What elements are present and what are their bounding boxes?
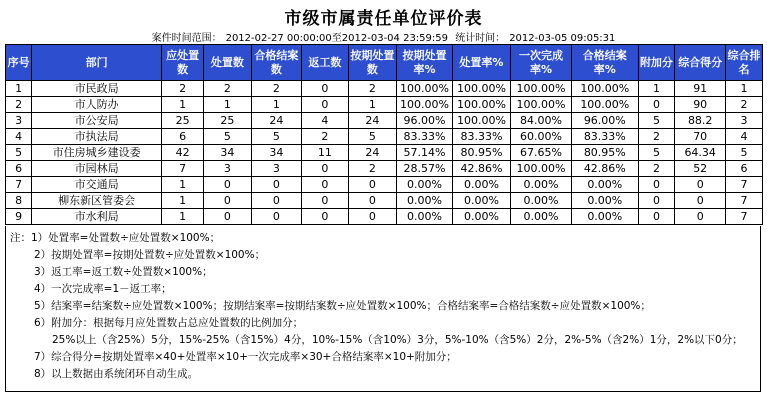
table-cell: 2 [204, 81, 251, 97]
table-cell: 0 [204, 177, 251, 193]
table-cell: 0 [302, 209, 348, 225]
table-cell: 9 [6, 209, 32, 225]
table-cell: 0 [204, 193, 251, 209]
table-cell: 0.00% [452, 177, 510, 193]
table-cell: 7 [725, 177, 762, 193]
table-cell: 34 [204, 145, 251, 161]
table-cell: 0.00% [510, 177, 571, 193]
table-cell: 0 [675, 193, 726, 209]
col-header: 综合得分 [675, 45, 726, 81]
table-row [6, 81, 763, 97]
dept-cell: 市人防办 [32, 97, 162, 113]
table-cell: 5 [638, 113, 675, 129]
table-cell: 4 [725, 129, 762, 145]
table-cell: 83.33% [452, 129, 510, 145]
dept-cell: 市交通局 [32, 177, 162, 193]
stat-label: 统计时间： [455, 33, 506, 44]
col-header: 部门 [32, 45, 162, 81]
table-cell: 34 [251, 145, 302, 161]
table-cell: 7 [162, 161, 204, 177]
table-cell: 2 [725, 97, 762, 113]
table-cell: 2 [251, 81, 302, 97]
note-1: 1）处置率=处置数÷应处置数×100%； [31, 232, 221, 244]
table-cell: 25 [162, 113, 204, 129]
table-cell: 52 [675, 161, 726, 177]
table-cell: 42.86% [452, 161, 510, 177]
table-cell: 100.00% [510, 97, 571, 113]
table-row [6, 193, 763, 209]
table-cell: 5 [348, 129, 396, 145]
dept-cell: 市民政局 [32, 81, 162, 97]
col-header: 处置数 [204, 45, 251, 81]
table-row [6, 145, 763, 161]
notes-prefix: 注： [10, 232, 31, 244]
table-cell: 64.34 [675, 145, 726, 161]
table-cell: 6 [162, 129, 204, 145]
table-cell: 11 [302, 145, 348, 161]
report-meta [0, 29, 767, 44]
table-cell: 0.00% [452, 193, 510, 209]
table-cell: 100.00% [510, 81, 571, 97]
table-cell: 83.33% [397, 129, 453, 145]
table-cell: 0 [675, 177, 726, 193]
table-body [6, 81, 763, 225]
table-cell: 91 [675, 81, 726, 97]
table-header-row [6, 45, 763, 81]
table-cell: 1 [6, 81, 32, 97]
note-7: 7）综合得分=按期处置率×40+处置率×10+一次完成率×30+合格结案率×10+附加分； [34, 351, 457, 363]
evaluation-table [5, 44, 763, 225]
table-row [6, 177, 763, 193]
col-header: 按期处置数 [348, 45, 396, 81]
table-cell: 7 [6, 177, 32, 193]
dept-cell: 市公安局 [32, 113, 162, 129]
note-8: 8）以上数据由系统闭环自动生成。 [34, 368, 199, 380]
note-3: 3）返工率=返工数÷处置数×100%； [34, 266, 213, 278]
table-row [6, 97, 763, 113]
table-cell: 7 [725, 193, 762, 209]
table-cell: 0 [302, 81, 348, 97]
table-cell: 2 [162, 81, 204, 97]
table-cell: 25 [204, 113, 251, 129]
dept-cell: 市住房城乡建设委 [32, 145, 162, 161]
table-cell: 7 [725, 209, 762, 225]
col-header: 综合排名 [725, 45, 762, 81]
table-cell: 0.00% [397, 193, 453, 209]
table-cell: 0.00% [572, 209, 638, 225]
note-line [10, 230, 760, 247]
table-cell: 5 [638, 145, 675, 161]
dept-cell: 市园林局 [32, 161, 162, 177]
table-cell: 67.65% [510, 145, 571, 161]
table-cell: 0 [638, 177, 675, 193]
table-cell: 80.95% [572, 145, 638, 161]
table-cell: 0 [251, 177, 302, 193]
table-cell: 1 [162, 193, 204, 209]
col-header: 附加分 [638, 45, 675, 81]
table-cell: 24 [348, 145, 396, 161]
table-cell: 24 [348, 113, 396, 129]
table-cell: 80.95% [452, 145, 510, 161]
table-cell: 0 [675, 209, 726, 225]
table-cell: 2 [6, 97, 32, 113]
range-label: 案件时间范围： [151, 33, 222, 44]
col-header: 序号 [6, 45, 32, 81]
table-cell: 0 [302, 177, 348, 193]
table-cell: 6 [6, 161, 32, 177]
table-cell: 0 [348, 209, 396, 225]
table-cell: 3 [6, 113, 32, 129]
table-cell: 3 [251, 161, 302, 177]
table-cell: 6 [725, 161, 762, 177]
table-cell: 3 [725, 113, 762, 129]
table-cell: 0.00% [397, 177, 453, 193]
table-cell: 0 [638, 209, 675, 225]
report-title: 市级市属责任单位评价表 [284, 9, 483, 29]
table-cell: 96.00% [397, 113, 453, 129]
notes-section [5, 226, 761, 392]
table-cell: 0.00% [572, 177, 638, 193]
table-cell: 0 [302, 161, 348, 177]
stat-value: 2012-03-05 09:05:31 [509, 33, 616, 44]
col-header: 合格结案数 [251, 45, 302, 81]
note-6-detail: 25%以上（含25%）5分，15%-25%（含15%）4分，10%-15%（含10%）3分，5%-10%（含5%）2分，2%-5%（含2%）1分，2%以下0分； [52, 334, 743, 346]
table-cell: 70 [675, 129, 726, 145]
col-header: 按期处置率% [397, 45, 453, 81]
table-cell: 84.00% [510, 113, 571, 129]
col-header: 处置率% [452, 45, 510, 81]
table-cell: 1 [348, 97, 396, 113]
table-cell: 1 [638, 81, 675, 97]
table-cell: 0 [302, 97, 348, 113]
note-6: 6）附加分：根据每月应处置数占总应处置数的比例加分； [34, 317, 304, 329]
dept-cell: 市水利局 [32, 209, 162, 225]
table-cell: 2 [638, 129, 675, 145]
table-cell: 100.00% [397, 97, 453, 113]
table-cell: 0.00% [452, 209, 510, 225]
table-cell: 0 [302, 193, 348, 209]
table-cell: 0 [251, 209, 302, 225]
table-row [6, 209, 763, 225]
col-header: 应处置数 [162, 45, 204, 81]
table-cell: 100.00% [452, 113, 510, 129]
table-cell: 100.00% [452, 81, 510, 97]
table-row [6, 113, 763, 129]
table-cell: 100.00% [452, 97, 510, 113]
table-cell: 1 [251, 97, 302, 113]
table-cell: 1 [725, 81, 762, 97]
table-cell: 57.14% [397, 145, 453, 161]
table-cell: 5 [725, 145, 762, 161]
col-header: 合格结案率% [572, 45, 638, 81]
table-cell: 42.86% [572, 161, 638, 177]
table-cell: 100.00% [572, 97, 638, 113]
table-cell: 1 [162, 209, 204, 225]
table-cell: 60.00% [510, 129, 571, 145]
table-cell: 2 [348, 81, 396, 97]
table-cell: 0.00% [397, 209, 453, 225]
table-cell: 0.00% [510, 193, 571, 209]
table-cell: 5 [251, 129, 302, 145]
table-cell: 100.00% [510, 161, 571, 177]
table-row [6, 161, 763, 177]
table-cell: 4 [302, 113, 348, 129]
table-cell: 0 [348, 193, 396, 209]
table-cell: 0 [348, 177, 396, 193]
table-cell: 100.00% [397, 81, 453, 97]
table-cell: 0 [638, 97, 675, 113]
table-cell: 90 [675, 97, 726, 113]
table-cell: 24 [251, 113, 302, 129]
table-row [6, 129, 763, 145]
table-cell: 100.00% [572, 81, 638, 97]
table-cell: 0 [638, 193, 675, 209]
note-2: 2）按期处置率=按期处置数÷应处置数×100%； [34, 249, 266, 261]
dept-cell: 柳东新区管委会 [32, 193, 162, 209]
table-cell: 4 [6, 129, 32, 145]
table-cell: 1 [162, 177, 204, 193]
table-cell: 0.00% [510, 209, 571, 225]
note-5: 5）结案率=结案数÷应处置数×100%；按期结案率=按期结案数÷应处置数×100%；合格结案率=合格结案数÷应处置数×100%； [34, 300, 651, 312]
table-cell: 28.57% [397, 161, 453, 177]
col-header: 一次完成率% [510, 45, 571, 81]
dept-cell: 市执法局 [32, 129, 162, 145]
table-cell: 83.33% [572, 129, 638, 145]
table-cell: 96.00% [572, 113, 638, 129]
table-cell: 1 [162, 97, 204, 113]
table-cell: 42 [162, 145, 204, 161]
range-value: 2012-02-27 00:00:00至2012-03-04 23:59:59 [225, 33, 448, 44]
table-cell: 0 [251, 193, 302, 209]
table-cell: 2 [302, 129, 348, 145]
table-cell: 3 [204, 161, 251, 177]
table-cell: 2 [638, 161, 675, 177]
col-header: 返工数 [302, 45, 348, 81]
table-cell: 0.00% [572, 193, 638, 209]
table-cell: 88.2 [675, 113, 726, 129]
table-cell: 1 [204, 97, 251, 113]
table-cell: 0 [204, 209, 251, 225]
table-cell: 5 [6, 145, 32, 161]
note-4: 4）一次完成率=1－返工率； [34, 283, 172, 295]
table-cell: 5 [204, 129, 251, 145]
table-cell: 8 [6, 193, 32, 209]
table-cell: 2 [348, 161, 396, 177]
